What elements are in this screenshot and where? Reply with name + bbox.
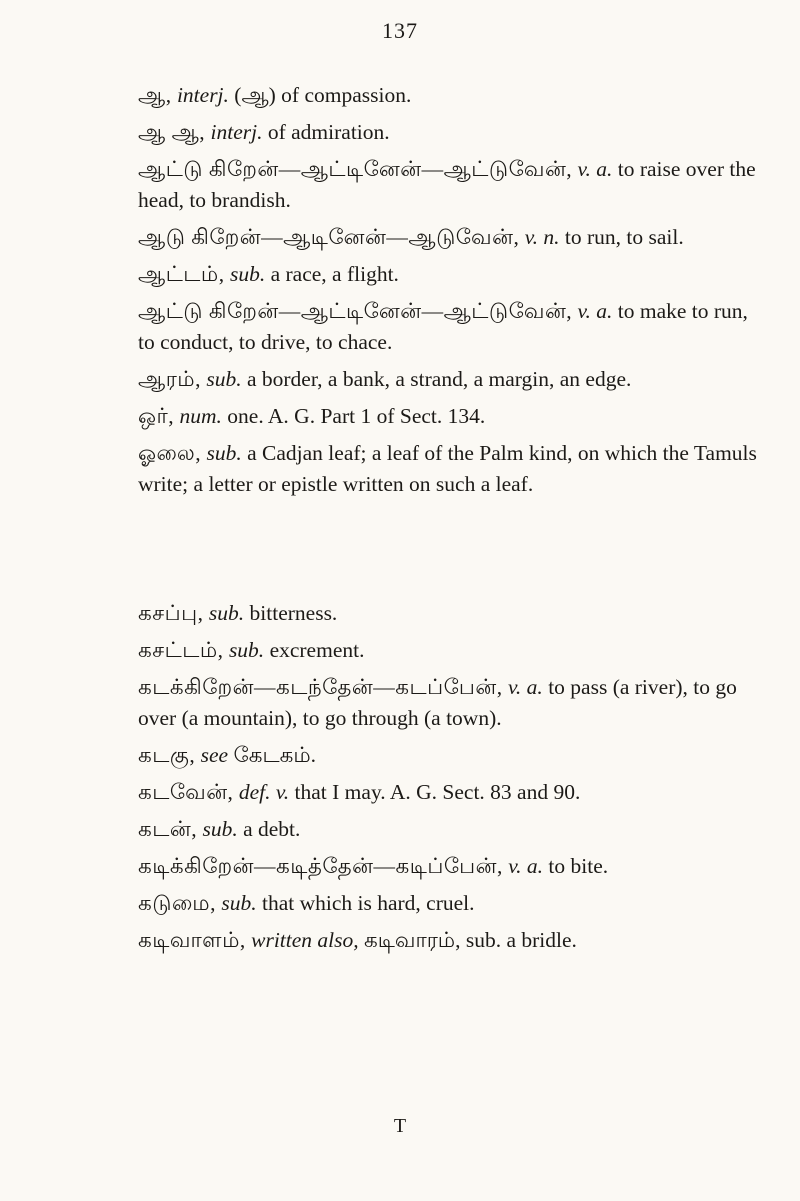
grammar-tag: v. a. (577, 299, 613, 323)
definition: to pass (a river), to go over (a mountain), to go through (a town). (138, 675, 737, 730)
grammar-tag: sub. (221, 891, 257, 915)
grammar-tag: sub. (208, 601, 245, 625)
entry (138, 672, 768, 734)
entry (138, 598, 768, 629)
headword: ஆடு கிறேன்—ஆடினேன்—ஆடுவேன், (138, 225, 520, 249)
entry (138, 80, 768, 111)
headword: கசட்டம், (138, 638, 224, 662)
headword: கடக்கிறேன்—கடந்தேன்—கடப்பேன், (138, 675, 503, 699)
headword: கசப்பு, (138, 601, 204, 625)
entry (138, 777, 768, 808)
definition: to raise over the head, to brandish. (138, 157, 756, 212)
grammar-tag: sub. (206, 367, 242, 391)
headword: ஆரம், (138, 367, 201, 391)
headword: ஆட்டம், (138, 262, 225, 286)
headword: கடுமை, (138, 891, 216, 915)
headword: கடகு, (138, 743, 196, 767)
section-gap (138, 506, 768, 598)
grammar-tag: sub. (202, 817, 238, 841)
definition: to make to run, to conduct, to drive, to chace. (138, 299, 748, 354)
grammar-tag: written also, (251, 928, 359, 952)
grammar-tag: v. n. (524, 225, 560, 249)
definition: one. A. G. Part 1 of Sect. 134. (221, 404, 486, 428)
definition: a border, a bank, a strand, a margin, an edge. (241, 367, 632, 391)
definition: (ஆ) of compassion. (228, 83, 412, 107)
signature-mark: T (393, 1115, 407, 1137)
entry (138, 222, 768, 253)
definition: bitterness. (244, 601, 338, 625)
page-number: 137 (382, 18, 418, 43)
grammar-tag: def. v. (238, 780, 290, 804)
headword: ஆ ஆ, (138, 120, 206, 144)
definition: excrement. (264, 638, 365, 662)
entry (138, 438, 768, 500)
headword: ஆ, (138, 83, 172, 107)
entry (138, 154, 768, 216)
definition: கேடகம். (228, 743, 316, 767)
definition: of admiration. (262, 120, 390, 144)
headword: கடவேன், (138, 780, 234, 804)
entry (138, 401, 768, 432)
entry (138, 364, 768, 395)
definition: a race, a flight. (265, 262, 399, 286)
headword: ஆட்டு கிறேன்—ஆட்டினேன்—ஆட்டுவேன், (138, 157, 573, 181)
grammar-tag: v. a. (507, 675, 543, 699)
headword: ஓலை, (138, 441, 202, 465)
grammar-tag: see (200, 743, 229, 767)
entry (138, 814, 768, 845)
entry (138, 925, 768, 956)
headword: ஆட்டு கிறேன்—ஆட்டினேன்—ஆட்டுவேன், (138, 299, 573, 323)
grammar-tag: v. a. (577, 157, 613, 181)
headword: கடன், (138, 817, 198, 841)
entry (138, 117, 768, 148)
entry (138, 259, 768, 290)
entry (138, 296, 768, 358)
entry (138, 888, 768, 919)
definition: a Cadjan leaf; a leaf of the Palm kind, on which the Tamuls write; a letter or epistle written on such a leaf. (138, 441, 757, 496)
grammar-tag: sub. (228, 638, 265, 662)
headword: ஒர், (138, 404, 175, 428)
entry (138, 851, 768, 882)
headword: கடிக்கிறேன்—கடித்தேன்—கடிப்பேன், (138, 854, 503, 878)
dictionary-entries (138, 80, 768, 962)
entry (138, 740, 768, 771)
definition: a debt. (237, 817, 301, 841)
grammar-tag: interj. (210, 120, 263, 144)
entry (138, 635, 768, 666)
definition: that which is hard, cruel. (256, 891, 475, 915)
headword: கடிவாளம், (138, 928, 246, 952)
definition: to bite. (543, 854, 609, 878)
grammar-tag: sub. (229, 262, 266, 286)
definition: கடிவாரம், sub. a bridle. (358, 928, 577, 952)
grammar-tag: v. a. (508, 854, 544, 878)
definition: to run, to sail. (559, 225, 684, 249)
grammar-tag: interj. (176, 83, 229, 107)
grammar-tag: sub. (206, 441, 242, 465)
grammar-tag: num. (179, 404, 222, 428)
definition: that I may. A. G. Sect. 83 and 90. (289, 780, 581, 804)
